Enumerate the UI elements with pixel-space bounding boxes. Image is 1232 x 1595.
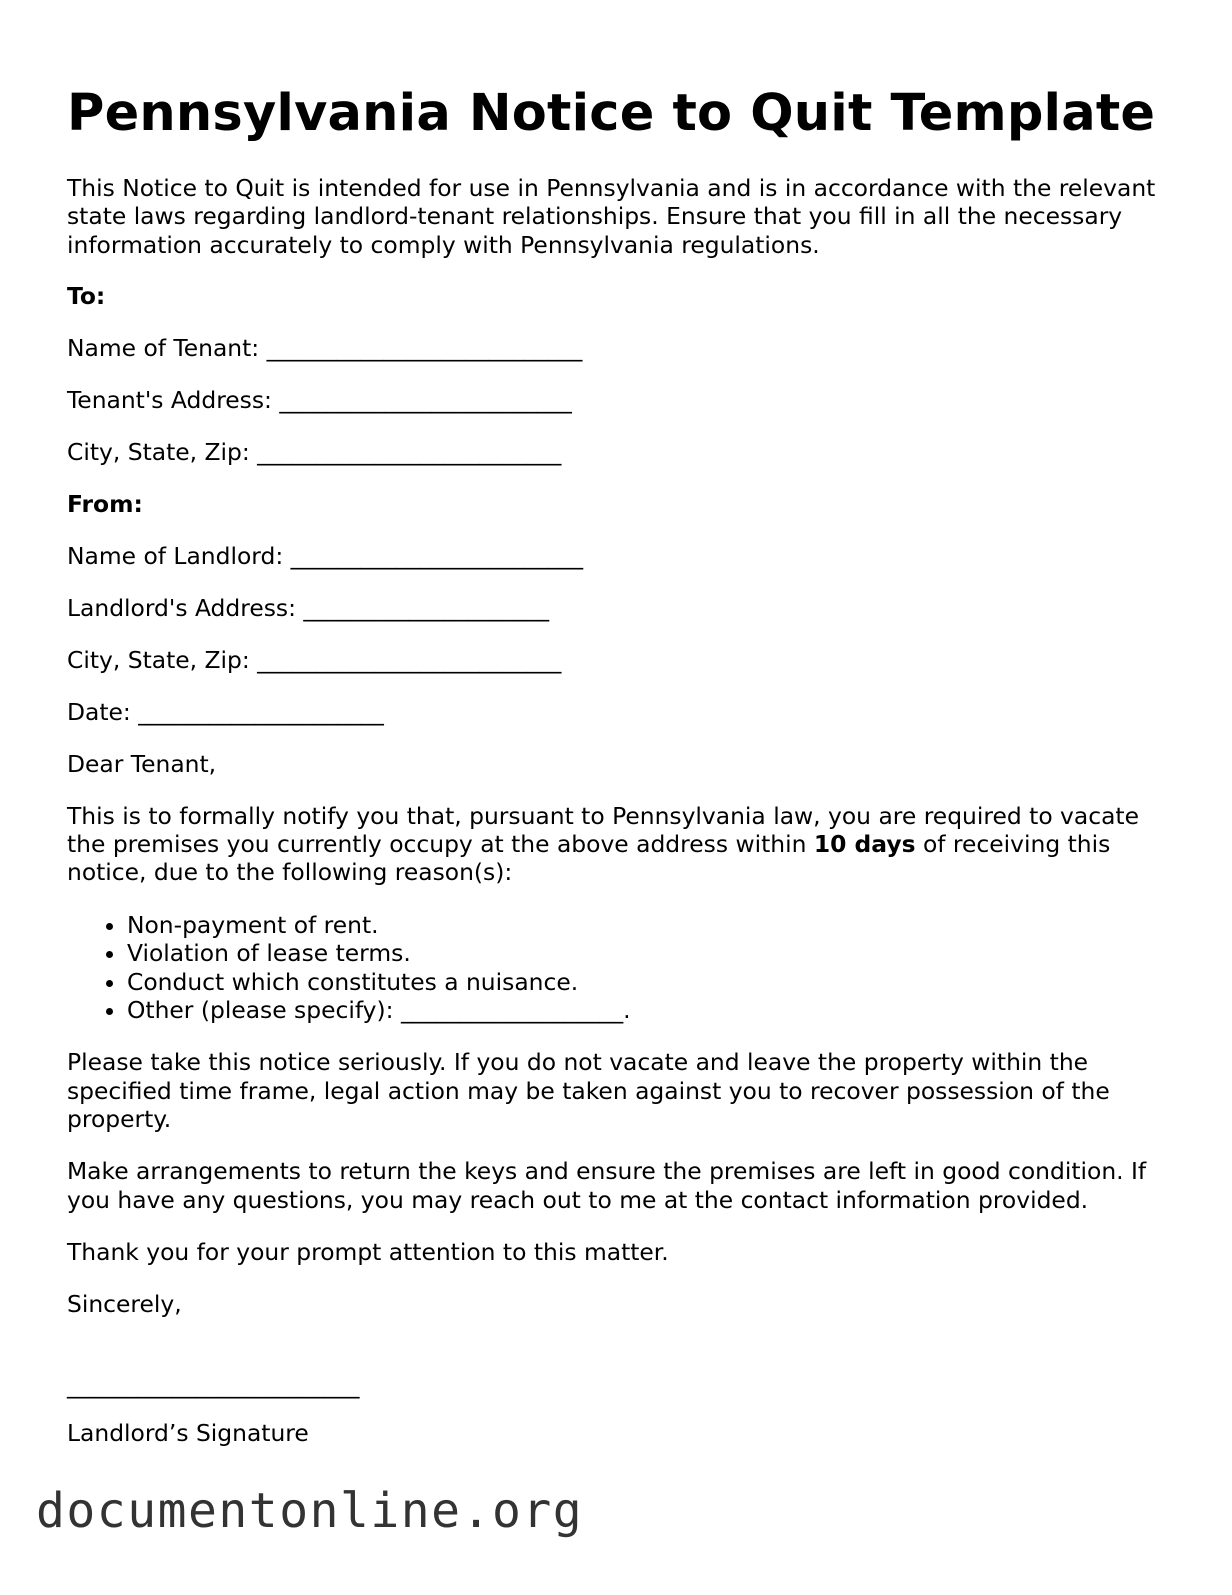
warning-paragraph: Please take this notice seriously. If you do not vacate and leave the property within the specified time frame, legal action may be taken against you to recover possession of the property. xyxy=(67,1048,1110,1133)
tenant-name-field: Name of Tenant: ___________________________ xyxy=(67,333,583,362)
notice-period-emphasis: 10 days xyxy=(813,830,916,859)
notice-text-after: of receiving this notice, due to the following reason(s): xyxy=(67,830,1111,887)
list-item: • Violation of lease terms. xyxy=(127,939,1177,967)
notice-paragraph xyxy=(67,802,1177,887)
list-item: • Conduct which constitutes a nuisance. xyxy=(127,968,1177,996)
landlord-city-state-zip-field: City, State, Zip: __________________________ xyxy=(67,645,562,674)
from-heading: From: xyxy=(67,489,143,518)
salutation: Dear Tenant, xyxy=(67,749,217,778)
to-heading: To: xyxy=(67,281,106,310)
thanks-paragraph: Thank you for your prompt attention to this matter. xyxy=(67,1237,669,1266)
date-field: Date: _____________________ xyxy=(67,697,384,726)
list-item: • Other (please specify): ___________________. xyxy=(127,996,1177,1024)
page-title: Pennsylvania Notice to Quit Template xyxy=(67,84,1156,143)
intro-paragraph: This Notice to Quit is intended for use in Pennsylvania and is in accordance with the relevant state laws regarding landlord-tenant relationships. Ensure that you fill in all the necessary information accurately to comply with Pennsylvania regulations. xyxy=(67,174,1156,259)
watermark: documentonline.org xyxy=(36,1483,584,1539)
landlord-address-field: Landlord's Address: _____________________ xyxy=(67,593,550,622)
arrangements-paragraph: Make arrangements to return the keys and ensure the premises are left in good condition. If you have any questions, you may reach out to me at the contact information provided. xyxy=(67,1157,1147,1214)
reasons-list xyxy=(67,911,1177,1025)
document-page xyxy=(67,84,1177,1447)
list-item: • Non-payment of rent. xyxy=(127,911,1177,939)
signature-line: _________________________ xyxy=(67,1371,360,1400)
tenant-city-state-zip-field: City, State, Zip: __________________________ xyxy=(67,437,562,466)
signature-label: Landlord’s Signature xyxy=(67,1419,309,1448)
notice-text-before: This is to formally notify you that, pursuant to Pennsylvania law, you are required to vacate the premises you currently occupy at the above address within xyxy=(67,801,1139,859)
closing: Sincerely, xyxy=(67,1290,182,1319)
landlord-name-field: Name of Landlord: _________________________ xyxy=(67,541,584,570)
tenant-address-field: Tenant's Address: _________________________ xyxy=(67,385,572,414)
